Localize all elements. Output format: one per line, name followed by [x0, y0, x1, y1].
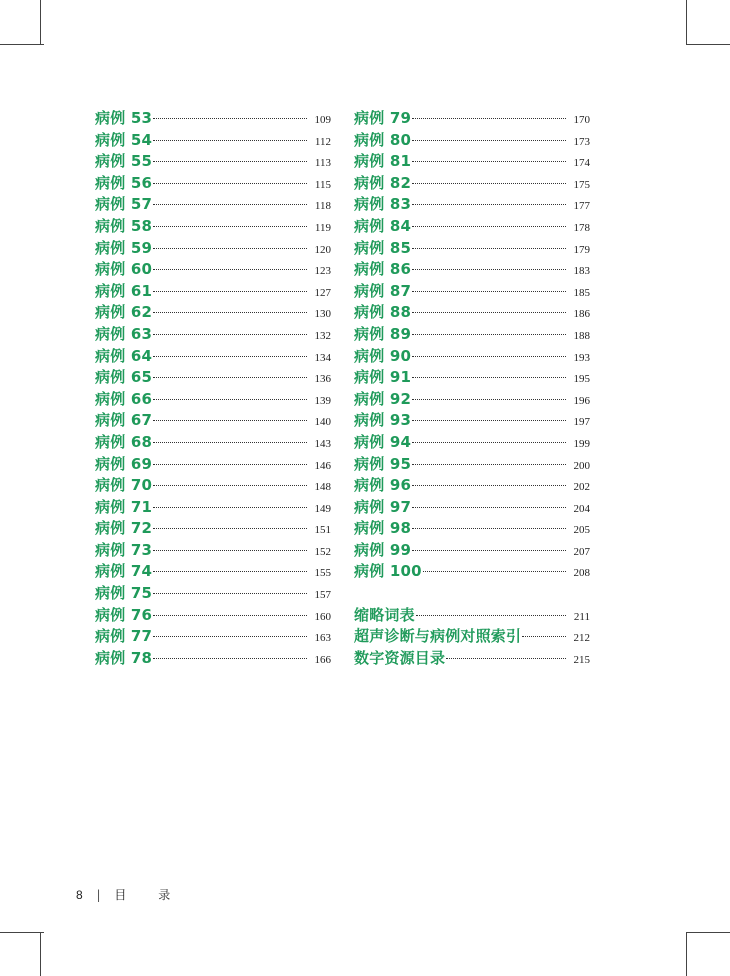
toc-entry[interactable] — [354, 389, 590, 411]
toc-entry-page-number: 197 — [573, 416, 590, 429]
toc-entry-label: 病例 69 — [95, 454, 153, 473]
toc-entry[interactable] — [95, 173, 331, 195]
dot-leader — [153, 140, 307, 141]
toc-entry-page-number: 151 — [314, 524, 331, 537]
toc-entry-label: 病例 85 — [354, 238, 412, 257]
page-number: 8 — [76, 888, 83, 902]
toc-entry-label: 病例 56 — [95, 173, 153, 192]
dot-leader — [153, 464, 307, 465]
toc-entry-label: 病例 95 — [354, 454, 412, 473]
toc-entry[interactable] — [354, 626, 590, 648]
toc-entry-page-number: 127 — [314, 286, 331, 299]
dot-leader — [412, 485, 566, 486]
dot-leader — [153, 485, 307, 486]
toc-entry-label: 病例 68 — [95, 432, 153, 451]
toc-entry-label: 病例 89 — [354, 324, 412, 343]
toc-entry[interactable] — [95, 216, 331, 238]
toc-entry[interactable] — [95, 626, 331, 648]
toc-entry-page-number: 166 — [314, 653, 331, 666]
dot-leader — [412, 442, 566, 443]
toc-entry-label: 病例 93 — [354, 411, 412, 430]
toc-entry-page-number: 196 — [573, 394, 590, 407]
dot-leader — [153, 420, 307, 421]
toc-entry-label: 病例 63 — [95, 324, 153, 343]
toc-entry-page-number: 157 — [314, 589, 331, 602]
toc-entry-label: 病例 97 — [354, 497, 412, 516]
dot-leader — [412, 420, 566, 421]
toc-entry-page-number: 173 — [573, 135, 590, 148]
dot-leader — [153, 377, 307, 378]
toc-entry-label: 病例 70 — [95, 476, 153, 495]
toc-entry-page-number: 146 — [314, 459, 331, 472]
toc-entry[interactable] — [95, 475, 331, 497]
toc-entry-label: 病例 61 — [95, 281, 153, 300]
toc-entry-page-number: 183 — [573, 265, 590, 278]
toc-entry-label: 病例 94 — [354, 432, 412, 451]
toc-entry-page-number: 179 — [573, 243, 590, 256]
toc-section-gap — [354, 583, 590, 605]
dot-leader — [153, 269, 307, 270]
dot-leader — [412, 204, 566, 205]
toc-entry[interactable] — [354, 410, 590, 432]
toc-entry-page-number: 112 — [314, 135, 331, 148]
dot-leader — [153, 356, 307, 357]
toc-entry-label: 病例 75 — [95, 584, 153, 603]
toc-entry-page-number: 155 — [314, 567, 331, 580]
toc-entry-page-number: 143 — [314, 437, 331, 450]
dot-leader — [412, 118, 566, 119]
toc-entry-page-number: 175 — [573, 178, 590, 191]
toc-entry-label: 病例 60 — [95, 260, 153, 279]
dot-leader — [412, 291, 566, 292]
toc-entry-page-number: 186 — [573, 308, 590, 321]
dot-leader — [412, 183, 566, 184]
toc-entry-label: 病例 86 — [354, 260, 412, 279]
dot-leader — [153, 528, 307, 529]
toc-entry[interactable] — [95, 130, 331, 152]
toc-entry-label: 病例 67 — [95, 411, 153, 430]
toc-entry[interactable] — [95, 108, 331, 130]
dot-leader — [412, 248, 566, 249]
toc-entry-label: 病例 84 — [354, 216, 412, 235]
toc-entry[interactable] — [95, 281, 331, 303]
dot-leader — [153, 334, 307, 335]
toc-entry[interactable] — [95, 324, 331, 346]
page-footer — [76, 886, 184, 903]
toc-entry[interactable] — [354, 281, 590, 303]
toc-entry[interactable] — [354, 346, 590, 368]
dot-leader — [416, 615, 566, 616]
dot-leader — [153, 636, 307, 637]
toc-entry-label: 病例 96 — [354, 476, 412, 495]
dot-leader — [522, 636, 566, 637]
toc-entry-label: 缩略词表 — [354, 605, 415, 624]
toc-entry[interactable] — [354, 173, 590, 195]
toc-entry-page-number: 174 — [573, 157, 590, 170]
toc-entry-label: 病例 88 — [354, 303, 412, 322]
toc-entry[interactable] — [354, 130, 590, 152]
dot-leader — [153, 571, 307, 572]
toc-entry-label: 病例 55 — [95, 152, 153, 171]
dot-leader — [412, 528, 566, 529]
toc-entry[interactable] — [95, 518, 331, 540]
toc-entry-page-number: 113 — [314, 157, 331, 170]
toc-entry-label: 数字资源目录 — [354, 648, 446, 667]
toc-entry-page-number: 178 — [573, 221, 590, 234]
dot-leader — [412, 140, 566, 141]
toc-entry-label: 病例 81 — [354, 152, 412, 171]
toc-entry[interactable] — [354, 238, 590, 260]
dot-leader — [153, 118, 307, 119]
toc-entry-page-number: 139 — [314, 394, 331, 407]
dot-leader — [412, 507, 566, 508]
toc-appendix — [354, 605, 590, 670]
toc-entry-page-number: 130 — [314, 308, 331, 321]
toc-entry-page-number: 152 — [314, 545, 331, 558]
toc-entry-page-number: 215 — [573, 653, 590, 666]
dot-leader — [423, 571, 566, 572]
toc-entry-page-number: 200 — [573, 459, 590, 472]
toc-entry-label: 病例 73 — [95, 540, 153, 559]
toc-entry[interactable] — [95, 540, 331, 562]
dot-leader — [412, 399, 566, 400]
toc-entry-label: 超声诊断与病例对照索引 — [354, 627, 522, 646]
toc-entry[interactable] — [354, 497, 590, 519]
toc-entry[interactable] — [354, 108, 590, 130]
dot-leader — [153, 312, 307, 313]
toc-entry-page-number: 212 — [573, 632, 590, 645]
toc-entry-page-number: 177 — [573, 200, 590, 213]
toc-entry-label: 病例 83 — [354, 195, 412, 214]
toc-entry-page-number: 205 — [573, 524, 590, 537]
toc-entry[interactable] — [354, 259, 590, 281]
toc-entry[interactable] — [354, 151, 590, 173]
toc-entry-page-number: 134 — [314, 351, 331, 364]
toc-entry-page-number: 199 — [573, 437, 590, 450]
toc-entry-label: 病例 82 — [354, 173, 412, 192]
dot-leader — [153, 658, 307, 659]
toc-entry[interactable] — [95, 194, 331, 216]
toc-entry-page-number: 160 — [314, 610, 331, 623]
toc-entry[interactable] — [354, 648, 590, 670]
dot-leader — [412, 550, 566, 551]
toc-entry-page-number: 204 — [573, 502, 590, 515]
toc-entry-label: 病例 66 — [95, 389, 153, 408]
toc-entry-label: 病例 91 — [354, 368, 412, 387]
toc-entry[interactable] — [354, 605, 590, 627]
toc-entry-label: 病例 71 — [95, 497, 153, 516]
running-title: 目 录 — [114, 888, 185, 902]
toc-entry[interactable] — [95, 367, 331, 389]
toc-entry-label: 病例 99 — [354, 540, 412, 559]
toc-entry[interactable] — [95, 238, 331, 260]
toc-entry[interactable] — [95, 583, 331, 605]
toc-entry[interactable] — [95, 389, 331, 411]
toc-entry-label: 病例 98 — [354, 519, 412, 538]
toc-entry-label: 病例 59 — [95, 238, 153, 257]
toc-entry-page-number: 140 — [314, 416, 331, 429]
toc-right-column — [354, 108, 590, 669]
toc-entry-page-number: 119 — [314, 221, 331, 234]
toc-entry[interactable] — [354, 454, 590, 476]
dot-leader — [412, 269, 566, 270]
toc-entry-label: 病例 64 — [95, 346, 153, 365]
toc-entry-label: 病例 87 — [354, 281, 412, 300]
toc-entry[interactable] — [354, 475, 590, 497]
dot-leader — [153, 291, 307, 292]
toc-entry-label: 病例 74 — [95, 562, 153, 581]
toc-entry[interactable] — [95, 432, 331, 454]
dot-leader — [153, 550, 307, 551]
dot-leader — [153, 615, 307, 616]
toc-entry[interactable] — [95, 346, 331, 368]
toc-entry-label: 病例 92 — [354, 389, 412, 408]
toc-entry[interactable] — [95, 302, 331, 324]
toc-entry-page-number: 163 — [314, 632, 331, 645]
dot-leader — [412, 226, 566, 227]
toc-entry-label: 病例 53 — [95, 109, 153, 127]
toc-entry[interactable] — [354, 194, 590, 216]
toc-entry[interactable] — [95, 561, 331, 583]
toc-entry-label: 病例 90 — [354, 346, 412, 365]
dot-leader — [153, 399, 307, 400]
toc-entry-page-number: 109 — [314, 114, 331, 126]
toc-entry-page-number: 188 — [573, 329, 590, 342]
dot-leader — [153, 204, 307, 205]
toc-entry-page-number: 202 — [573, 481, 590, 494]
toc-entry-label: 病例 72 — [95, 519, 153, 538]
toc-entry-page-number: 185 — [573, 286, 590, 299]
toc-entry[interactable] — [95, 259, 331, 281]
toc-entry-page-number: 195 — [573, 373, 590, 386]
dot-leader — [412, 356, 566, 357]
dot-leader — [412, 334, 566, 335]
dot-leader — [153, 442, 307, 443]
dot-leader — [153, 507, 307, 508]
footer-separator: | — [96, 888, 101, 902]
toc-entry[interactable] — [354, 540, 590, 562]
dot-leader — [412, 464, 566, 465]
toc-entry[interactable] — [95, 454, 331, 476]
toc-entry-page-number: 207 — [573, 545, 590, 558]
toc-entry[interactable] — [95, 151, 331, 173]
toc-entry-page-number: 148 — [314, 481, 331, 494]
toc-entry-page-number: 149 — [314, 502, 331, 515]
toc-entry-page-number: 136 — [314, 373, 331, 386]
toc-entry[interactable] — [354, 518, 590, 540]
toc-entry[interactable] — [354, 324, 590, 346]
toc-entry-label: 病例 62 — [95, 303, 153, 322]
toc-entry-page-number: 118 — [314, 200, 331, 213]
dot-leader — [153, 226, 307, 227]
toc-entry-label: 病例 77 — [95, 627, 153, 646]
dot-leader — [446, 658, 566, 659]
toc-entry-page-number: 115 — [314, 178, 331, 191]
toc-entry[interactable] — [95, 410, 331, 432]
toc-entry[interactable] — [95, 605, 331, 627]
toc-entry-label: 病例 58 — [95, 216, 153, 235]
toc-entry-label: 病例 79 — [354, 109, 412, 127]
dot-leader — [153, 593, 307, 594]
toc-entry[interactable] — [354, 367, 590, 389]
toc-entry-label: 病例 78 — [95, 648, 153, 667]
toc-entry-label: 病例 54 — [95, 130, 153, 149]
toc-entry-page-number: 170 — [573, 114, 590, 126]
toc-entry[interactable] — [354, 302, 590, 324]
toc-entry-label: 病例 100 — [354, 562, 422, 581]
toc-entry[interactable] — [354, 216, 590, 238]
dot-leader — [412, 161, 566, 162]
toc-entry-page-number: 123 — [314, 265, 331, 278]
toc-entry[interactable] — [354, 561, 590, 583]
dot-leader — [153, 161, 307, 162]
toc-entry[interactable] — [354, 432, 590, 454]
toc-left-column — [95, 108, 331, 669]
toc-entry-label: 病例 57 — [95, 195, 153, 214]
toc-entry-page-number: 132 — [314, 329, 331, 342]
dot-leader — [412, 377, 566, 378]
dot-leader — [153, 183, 307, 184]
toc-entry-label: 病例 76 — [95, 605, 153, 624]
toc-entry-label: 病例 65 — [95, 368, 153, 387]
dot-leader — [153, 248, 307, 249]
dot-leader — [412, 312, 566, 313]
toc-entry[interactable] — [95, 648, 331, 670]
toc-entry-page-number: 120 — [314, 243, 331, 256]
toc-entry-page-number: 208 — [573, 567, 590, 580]
toc-entry[interactable] — [95, 497, 331, 519]
toc-entry-page-number: 211 — [573, 610, 590, 623]
toc-entry-label: 病例 80 — [354, 130, 412, 149]
toc-entry-page-number: 193 — [573, 351, 590, 364]
